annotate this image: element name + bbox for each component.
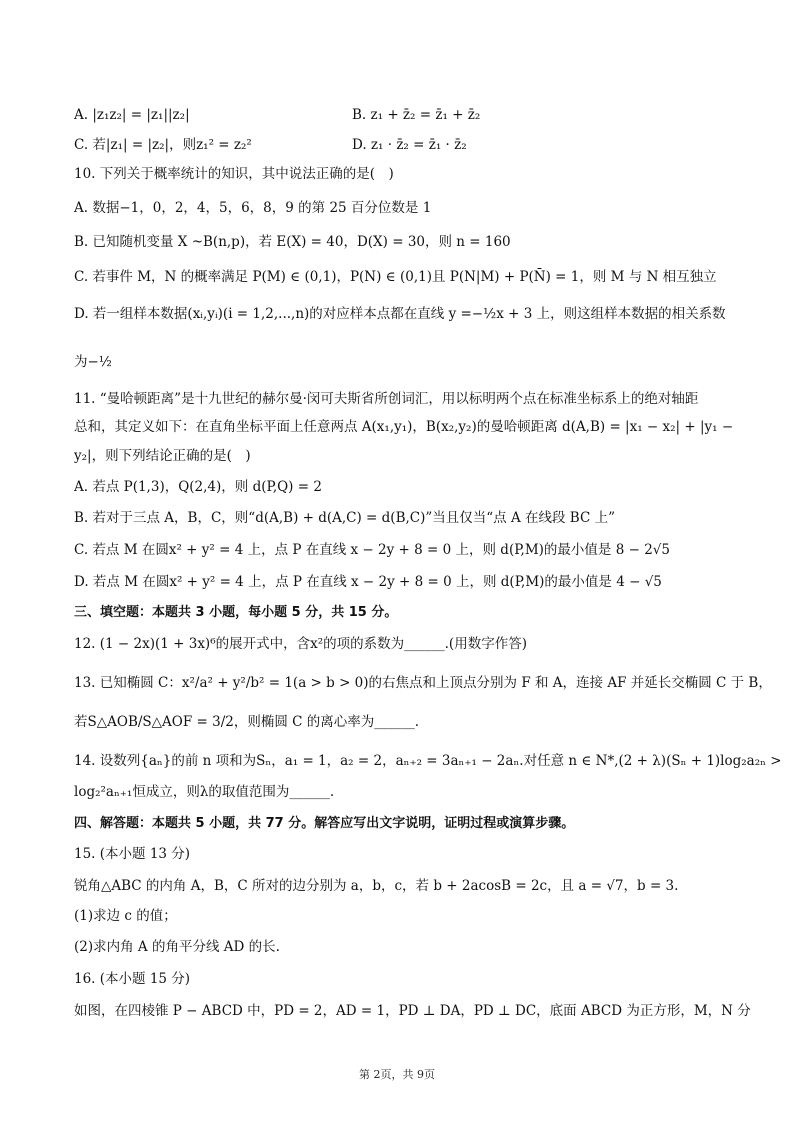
q10-stem: 10. 下列关于概率统计的知识，其中说法正确的是( ) xyxy=(74,166,394,182)
q15-part1: (1)求边 c 的值； xyxy=(74,908,177,924)
q11-stem-line3: y₂|，则下列结论正确的是( ) xyxy=(74,448,251,464)
q9-option-d: D. z₁ · z̄₂ = z̄₁ · z̄₂ xyxy=(352,137,467,153)
q10-option-d-continued: 为−½ xyxy=(74,354,112,370)
section-3-heading: 三、填空题：本题共 3 小题，每小题 5 分，共 15 分。 xyxy=(74,605,398,620)
q11-stem-line1: 11. “曼哈顿距离”是十九世纪的赫尔曼·闵可夫斯省所创词汇，用以标明两个点在标准坐标系上的绝对轴距 xyxy=(74,391,699,407)
q13-line2: 若S△AOB/S△AOF = 3/2，则椭圆 C 的离心率为______. xyxy=(74,714,420,730)
q10-option-b: B. 已知随机变量 X ~B(n,p)，若 E(X) = 40，D(X) = 30，则 n = 160 xyxy=(74,234,511,250)
q9-option-b: B. z₁ + z̄₂ = z̄₁ + z̄₂ xyxy=(352,107,481,123)
page-footer: 第 2页，共 9页 xyxy=(359,1068,435,1081)
q14-line1: 14. 设数列{aₙ}的前 n 项和为Sₙ，a₁ = 1，a₂ = 2，aₙ₊₂ = 3aₙ₊₁ − 2aₙ.对任意 n ∈ N*,(2 + λ)(Sₙ + 1)log₂a₂ₙ > xyxy=(74,753,782,769)
q10-option-c: C. 若事件 M，N 的概率满足 P(M) ∈ (0,1)，P(N) ∈ (0,1)且 P(N|M) + P(N̄) = 1，则 M 与 N 相互独立 xyxy=(74,269,717,285)
q16-title: 16. (本小题 15 分) xyxy=(74,971,191,987)
q9-option-a: A. |z₁z₂| = |z₁||z₂| xyxy=(74,107,190,123)
q16-stem: 如图，在四棱锥 P − ABCD 中，PD = 2，AD = 1，PD ⊥ DA，PD ⊥ DC，底面 ABCD 为正方形，M，N 分 xyxy=(74,1003,751,1019)
q10-option-a: A. 数据−1，0，2，4，5，6，8，9 的第 25 百分位数是 1 xyxy=(74,200,432,216)
q14-line2: log₂²aₙ₊₁恒成立，则λ的取值范围为______. xyxy=(74,784,335,800)
q11-option-d: D. 若点 M 在圆x² + y² = 4 上，点 P 在直线 x − 2y + 8 = 0 上，则 d(P,M)的最小值是 4 − √5 xyxy=(74,574,662,590)
q11-option-b: B. 若对于三点 A，B，C，则“d(A,B) + d(A,C) = d(B,C)”当且仅当“点 A 在线段 BC 上” xyxy=(74,510,616,526)
section-4-heading: 四、解答题：本题共 5 小题，共 77 分。解答应写出文字说明，证明过程或演算步骤。 xyxy=(74,816,575,831)
q11-option-c: C. 若点 M 在圆x² + y² = 4 上，点 P 在直线 x − 2y + 8 = 0 上，则 d(P,M)的最小值是 8 − 2√5 xyxy=(74,542,670,558)
q9-option-c: C. 若|z₁| = |z₂|，则z₁² = z₂² xyxy=(74,137,252,153)
q15-title: 15. (本小题 13 分) xyxy=(74,846,191,862)
q11-option-a: A. 若点 P(1,3)，Q(2,4)，则 d(P,Q) = 2 xyxy=(74,479,322,495)
q12: 12. (1 − 2x)(1 + 3x)⁶的展开式中，含x²的项的系数为______.(用数字作答) xyxy=(74,636,527,652)
q10-option-d: D. 若一组样本数据(xᵢ,yᵢ)(i = 1,2,...,n)的对应样本点都在直线 y =−½x + 3 上，则这组样本数据的相关系数 xyxy=(74,306,726,322)
q15-stem: 锐角△ABC 的内角 A，B，C 所对的边分别为 a，b，c，若 b + 2acosB = 2c，且 a = √7，b = 3. xyxy=(74,878,679,894)
q11-stem-line2: 总和，其定义如下：在直角坐标平面上任意两点 A(x₁,y₁)，B(x₂,y₂)的曼哈顿距离 d(A,B) = |x₁ − x₂| + |y₁ − xyxy=(74,419,734,435)
q13-line1: 13. 已知椭圆 C：x²/a² + y²/b² = 1(a > b > 0)的右焦点和上顶点分别为 F 和 A，连接 AF 并延长交椭圆 C 于 B， xyxy=(74,675,772,691)
q15-part2: (2)求内角 A 的角平分线 AD 的长. xyxy=(74,939,280,955)
